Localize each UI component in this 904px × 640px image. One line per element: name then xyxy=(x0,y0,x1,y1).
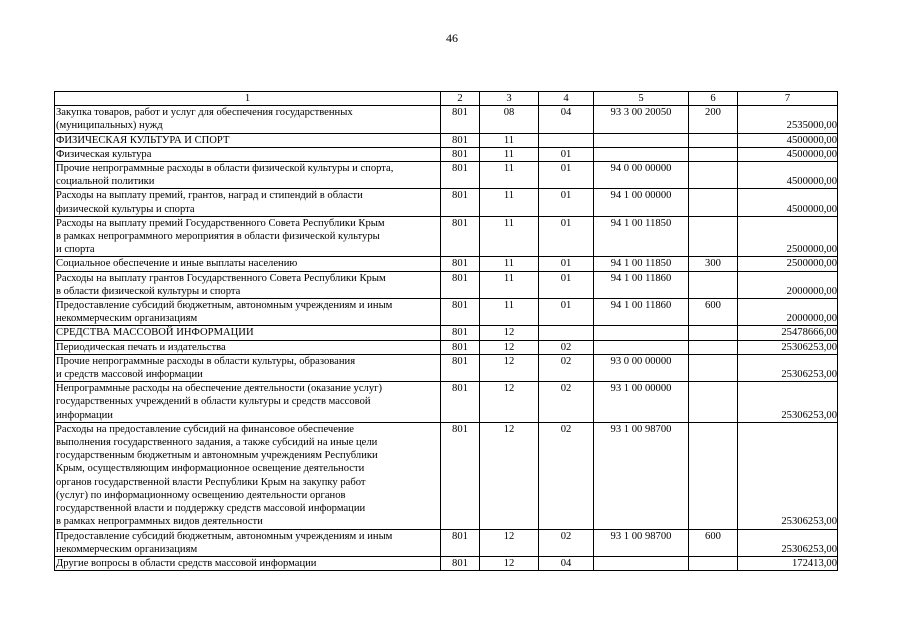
table-row xyxy=(55,382,838,423)
table-row xyxy=(55,529,838,556)
column-number: 5 xyxy=(594,92,689,106)
section-code-cell: 12 xyxy=(480,340,539,354)
subsection-code-cell: 02 xyxy=(539,382,594,423)
row-name-cell: СРЕДСТВА МАССОВОЙ ИНФОРМАЦИИ xyxy=(55,326,441,340)
ministry-code-cell: 801 xyxy=(441,326,480,340)
table-row xyxy=(55,162,838,189)
section-code-cell: 12 xyxy=(480,556,539,570)
table-row xyxy=(55,133,838,147)
target-article-cell: 94 0 00 00000 xyxy=(594,162,689,189)
amount-cell: 2500000,00 xyxy=(738,216,838,257)
ministry-code-cell: 801 xyxy=(441,529,480,556)
subsection-code-cell xyxy=(539,133,594,147)
subsection-code-cell: 01 xyxy=(539,271,594,298)
row-name-cell: Прочие непрограммные расходы в области культуры, образования и средств массовой информации xyxy=(55,354,441,381)
target-article-cell: 94 1 00 11860 xyxy=(594,299,689,326)
expense-type-cell xyxy=(689,216,738,257)
expense-type-cell xyxy=(689,556,738,570)
section-code-cell: 11 xyxy=(480,271,539,298)
target-article-cell: 93 0 00 00000 xyxy=(594,354,689,381)
expense-type-cell: 600 xyxy=(689,299,738,326)
expense-type-cell xyxy=(689,326,738,340)
target-article-cell: 93 1 00 98700 xyxy=(594,529,689,556)
section-code-cell: 11 xyxy=(480,299,539,326)
row-name-cell: Периодическая печать и издательства xyxy=(55,340,441,354)
amount-cell: 4500000,00 xyxy=(738,162,838,189)
amount-cell: 4500000,00 xyxy=(738,189,838,216)
target-article-cell xyxy=(594,326,689,340)
column-number-row xyxy=(55,92,838,106)
target-article-cell: 94 1 00 11860 xyxy=(594,271,689,298)
target-article-cell xyxy=(594,340,689,354)
target-article-cell: 94 1 00 00000 xyxy=(594,189,689,216)
row-name-cell: Расходы на предоставление субсидий на финансовое обеспечение выполнения государственного задания, а также субсидий на иные цели государственным бюджетным и автономным учреждениям Республики Крым, осуществляющим информационное освещение деятельности органов государственной власти Республики Крым на закупку работ (услуг) по информационному освещению деятельности органов государственной власти и поддержку средств массовой информации в рамках непрограммных видов деятельности xyxy=(55,422,441,529)
target-article-cell xyxy=(594,147,689,161)
row-name-cell: Непрограммные расходы на обеспечение деятельности (оказание услуг) государственных учреждений в области культуры и средств массовой информации xyxy=(55,382,441,423)
ministry-code-cell: 801 xyxy=(441,382,480,423)
row-name-cell: Предоставление субсидий бюджетным, автономным учреждениям и иным некоммерческим организациям xyxy=(55,299,441,326)
amount-cell: 25306253,00 xyxy=(738,422,838,529)
table-row xyxy=(55,326,838,340)
expense-type-cell xyxy=(689,271,738,298)
section-code-cell: 12 xyxy=(480,529,539,556)
row-name-cell: Другие вопросы в области средств массовой информации xyxy=(55,556,441,570)
table-row xyxy=(55,189,838,216)
section-code-cell: 11 xyxy=(480,216,539,257)
table-row xyxy=(55,422,838,529)
target-article-cell xyxy=(594,133,689,147)
row-name-cell: Расходы на выплату грантов Государственного Совета Республики Крым в области физической культуры и спорта xyxy=(55,271,441,298)
column-number: 6 xyxy=(689,92,738,106)
section-code-cell: 12 xyxy=(480,422,539,529)
row-name-cell: ФИЗИЧЕСКАЯ КУЛЬТУРА И СПОРТ xyxy=(55,133,441,147)
target-article-cell: 93 3 00 20050 xyxy=(594,106,689,133)
expense-type-cell: 300 xyxy=(689,257,738,271)
expense-type-cell xyxy=(689,354,738,381)
section-code-cell: 11 xyxy=(480,147,539,161)
section-code-cell: 08 xyxy=(480,106,539,133)
expense-type-cell xyxy=(689,189,738,216)
ministry-code-cell: 801 xyxy=(441,422,480,529)
column-number: 2 xyxy=(441,92,480,106)
budget-table xyxy=(54,91,838,571)
amount-cell: 25478666,00 xyxy=(738,326,838,340)
ministry-code-cell: 801 xyxy=(441,299,480,326)
section-code-cell: 11 xyxy=(480,133,539,147)
amount-cell: 25306253,00 xyxy=(738,354,838,381)
row-name-cell: Предоставление субсидий бюджетным, автономным учреждениям и иным некоммерческим организациям xyxy=(55,529,441,556)
subsection-code-cell: 02 xyxy=(539,340,594,354)
expense-type-cell xyxy=(689,133,738,147)
row-name-cell: Физическая культура xyxy=(55,147,441,161)
ministry-code-cell: 801 xyxy=(441,189,480,216)
subsection-code-cell: 02 xyxy=(539,354,594,381)
amount-cell: 172413,00 xyxy=(738,556,838,570)
ministry-code-cell: 801 xyxy=(441,106,480,133)
ministry-code-cell: 801 xyxy=(441,257,480,271)
amount-cell: 2500000,00 xyxy=(738,257,838,271)
amount-cell: 2000000,00 xyxy=(738,271,838,298)
expense-type-cell: 200 xyxy=(689,106,738,133)
table-row xyxy=(55,354,838,381)
expense-type-cell xyxy=(689,147,738,161)
column-number: 4 xyxy=(539,92,594,106)
ministry-code-cell: 801 xyxy=(441,147,480,161)
ministry-code-cell: 801 xyxy=(441,340,480,354)
amount-cell: 25306253,00 xyxy=(738,382,838,423)
row-name-cell: Социальное обеспечение и иные выплаты населению xyxy=(55,257,441,271)
column-number: 1 xyxy=(55,92,441,106)
expense-type-cell: 600 xyxy=(689,529,738,556)
subsection-code-cell xyxy=(539,326,594,340)
section-code-cell: 11 xyxy=(480,257,539,271)
column-number: 3 xyxy=(480,92,539,106)
table-row xyxy=(55,299,838,326)
section-code-cell: 11 xyxy=(480,162,539,189)
section-code-cell: 12 xyxy=(480,382,539,423)
section-code-cell: 11 xyxy=(480,189,539,216)
expense-type-cell xyxy=(689,340,738,354)
section-code-cell: 12 xyxy=(480,326,539,340)
expense-type-cell xyxy=(689,382,738,423)
row-name-cell: Прочие непрограммные расходы в области физической культуры и спорта, социальной политики xyxy=(55,162,441,189)
subsection-code-cell: 01 xyxy=(539,189,594,216)
amount-cell: 25306253,00 xyxy=(738,529,838,556)
target-article-cell: 93 1 00 00000 xyxy=(594,382,689,423)
row-name-cell: Закупка товаров, работ и услуг для обеспечения государственных (муниципальных) нужд xyxy=(55,106,441,133)
subsection-code-cell: 01 xyxy=(539,257,594,271)
row-name-cell: Расходы на выплату премий, грантов, наград и стипендий в области физической культуры и спорта xyxy=(55,189,441,216)
subsection-code-cell: 04 xyxy=(539,106,594,133)
table-row xyxy=(55,216,838,257)
subsection-code-cell: 02 xyxy=(539,422,594,529)
column-number: 7 xyxy=(738,92,838,106)
target-article-cell: 94 1 00 11850 xyxy=(594,257,689,271)
amount-cell: 25306253,00 xyxy=(738,340,838,354)
target-article-cell: 94 1 00 11850 xyxy=(594,216,689,257)
expense-type-cell xyxy=(689,162,738,189)
expense-type-cell xyxy=(689,422,738,529)
table-row xyxy=(55,257,838,271)
table-row xyxy=(55,340,838,354)
subsection-code-cell: 01 xyxy=(539,162,594,189)
table-row xyxy=(55,106,838,133)
table-row xyxy=(55,147,838,161)
target-article-cell: 93 1 00 98700 xyxy=(594,422,689,529)
page-number: 46 xyxy=(446,31,458,45)
ministry-code-cell: 801 xyxy=(441,216,480,257)
subsection-code-cell: 02 xyxy=(539,529,594,556)
row-name-cell: Расходы на выплату премий Государственного Совета Республики Крым в рамках непрограммного мероприятия в области физической культуры и спорта xyxy=(55,216,441,257)
amount-cell: 4500000,00 xyxy=(738,147,838,161)
ministry-code-cell: 801 xyxy=(441,271,480,298)
ministry-code-cell: 801 xyxy=(441,162,480,189)
amount-cell: 4500000,00 xyxy=(738,133,838,147)
amount-cell: 2535000,00 xyxy=(738,106,838,133)
ministry-code-cell: 801 xyxy=(441,556,480,570)
table-row xyxy=(55,556,838,570)
target-article-cell xyxy=(594,556,689,570)
subsection-code-cell: 01 xyxy=(539,216,594,257)
ministry-code-cell: 801 xyxy=(441,354,480,381)
subsection-code-cell: 04 xyxy=(539,556,594,570)
section-code-cell: 12 xyxy=(480,354,539,381)
ministry-code-cell: 801 xyxy=(441,133,480,147)
amount-cell: 2000000,00 xyxy=(738,299,838,326)
table-row xyxy=(55,271,838,298)
subsection-code-cell: 01 xyxy=(539,299,594,326)
subsection-code-cell: 01 xyxy=(539,147,594,161)
